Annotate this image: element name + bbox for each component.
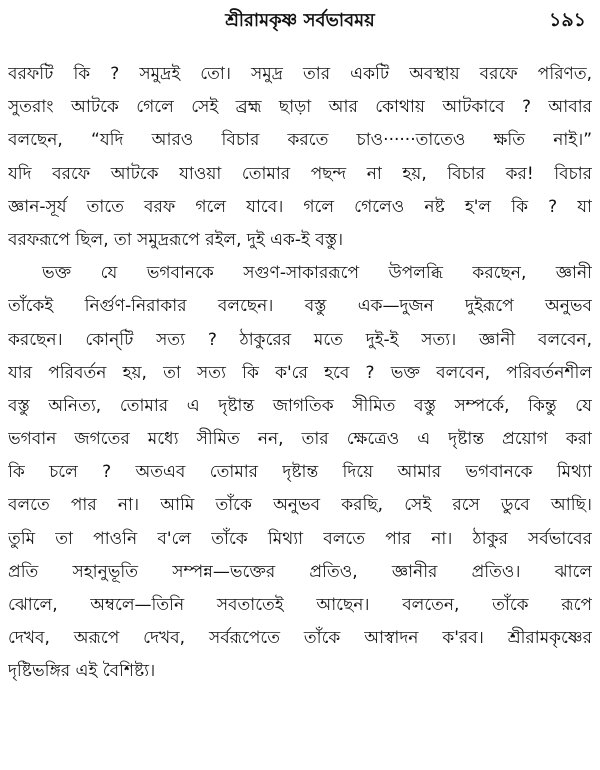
text-line: প্রতি সহানুভূতি সম্পন্ন—ভক্তের প্রতিও, জ্ঞানীর প্রতিও। ঝালে <box>8 561 592 582</box>
text-line: জ্ঞান-সূর্য তাতে বরফ গলে যাবে। গলে গেলেও নষ্ট হ'ল কি ? যা <box>8 196 592 217</box>
text-line: যার পরিবর্তন হয়, তা সত্য কি ক'রে হবে ? ভক্ত বলবেন, পরিবর্তনশীল <box>8 362 592 383</box>
body-text <box>8 58 592 689</box>
text-line: বরফটি কি ? সমুদ্রই তো। সমুদ্র তার একটি অবস্থায় বরফে পরিণত, <box>8 64 592 84</box>
text-line: করছেন। কোন্‌টি সত্য ? ঠাকুরের মতে দুই-ই সত্য। জ্ঞানী বলবেন, <box>8 329 592 350</box>
text-line: বলতে পার না। আমি তাঁকে অনুভব করছি, সেই রসে ডুবে আছি। <box>8 495 592 516</box>
running-head: শ্রীরামকৃষ্ণ সর্বভাবময় <box>225 10 375 31</box>
text-line: দেখব, অরূপে দেখব, সর্বরূপেতে তাঁকে আস্বাদন ক'রব। শ্রীরামকৃষ্ণের <box>8 628 592 649</box>
text-line: ভক্ত যে ভগবানকে সগুণ-সাকাররূপে উপলব্ধি করছেন, জ্ঞানী <box>42 263 592 284</box>
text-line: তুমি তা পাওনি ব'লে তাঁকে মিথ্যা বলতে পার না। ঠাকুর সর্বভাবের <box>8 528 592 549</box>
page-number: ১৯১ <box>549 9 586 31</box>
text-line: বলছেন, “যদি আরও বিচার করতে চাও······তাতেও ক্ষতি নাই।” <box>8 130 592 151</box>
text-line: বরফরূপে ছিল, তা সমুদ্ররূপে রইল, দুই এক-ই বস্তু। <box>8 229 344 250</box>
text-line: সুতরাং আটকে গেলে সেই ব্রহ্ম ছাড়া আর কোথায় আটকাবে ? আবার <box>8 97 592 118</box>
text-line: ঝোলে, অম্বলে—তিনি সবতাতেই আছেন। বলতেন, তাঁকে রূপে <box>8 595 592 615</box>
page-header <box>0 2 600 36</box>
text-line: বস্তু অনিত্য, তোমার এ দৃষ্টান্ত জাগতিক সীমিত বস্তু সম্পর্কে, কিন্তু যে <box>8 395 592 416</box>
text-line: তাঁকেই নির্গুণ-নিরাকার বলছেন। বস্তু এক—দুজন দুইরূপে অনুভব <box>8 296 592 317</box>
text-line: ভগবান জগতের মধ্যে সীমিত নন, তার ক্ষেত্রেও এ দৃষ্টান্ত প্রয়োগ করা <box>8 429 592 450</box>
text-line: যদি বরফে আটকে যাওয়া তোমার পছন্দ না হয়, বিচার কর! বিচার <box>8 163 592 184</box>
text-line: কি চলে ? অতএব তোমার দৃষ্টান্ত দিয়ে আমার ভগবানকে মিথ্যা <box>8 462 592 483</box>
text-line: দৃষ্টিভঙ্গির এই বৈশিষ্ট্য। <box>8 661 156 682</box>
